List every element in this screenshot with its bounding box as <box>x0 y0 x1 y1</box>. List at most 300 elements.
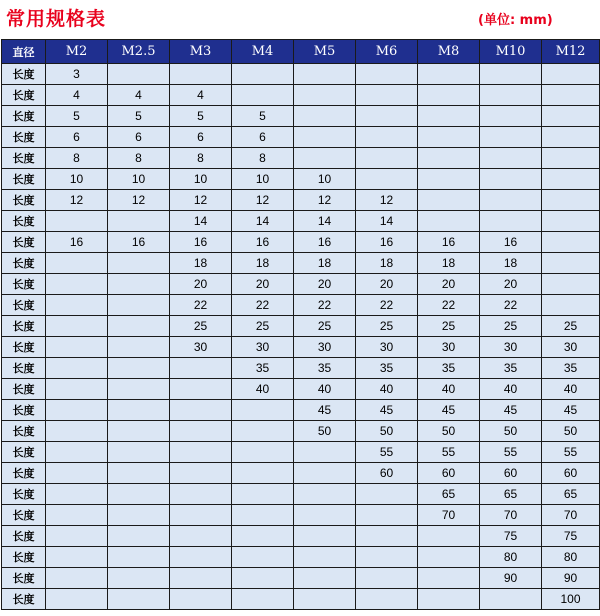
table-cell <box>170 589 232 610</box>
table-row <box>2 547 600 568</box>
table-cell <box>356 64 418 85</box>
table-cell: 16 <box>480 232 542 253</box>
table-cell: 30 <box>418 337 480 358</box>
table-cell <box>170 421 232 442</box>
table-cell: 5 <box>108 106 170 127</box>
table-cell: 20 <box>294 274 356 295</box>
row-label: 长度 <box>2 400 46 421</box>
table-cell <box>480 190 542 211</box>
table-cell <box>108 442 170 463</box>
table-cell <box>356 127 418 148</box>
table-cell <box>170 526 232 547</box>
table-cell <box>418 547 480 568</box>
table-cell <box>232 64 294 85</box>
table-cell <box>356 568 418 589</box>
table-cell <box>232 400 294 421</box>
table-cell: 18 <box>294 253 356 274</box>
table-cell <box>356 169 418 190</box>
table-cell <box>294 484 356 505</box>
table-row <box>2 274 600 295</box>
table-cell <box>356 547 418 568</box>
table-row <box>2 568 600 589</box>
table-cell <box>170 358 232 379</box>
table-cell: 30 <box>170 337 232 358</box>
table-cell <box>418 589 480 610</box>
spec-table <box>1 39 600 610</box>
table-cell <box>294 547 356 568</box>
table-cell: 35 <box>418 358 480 379</box>
table-cell <box>356 484 418 505</box>
table-cell <box>108 589 170 610</box>
table-cell <box>294 505 356 526</box>
row-label: 长度 <box>2 127 46 148</box>
table-cell: 25 <box>232 316 294 337</box>
table-cell: 40 <box>232 379 294 400</box>
column-header: M10 <box>480 40 542 64</box>
table-cell <box>294 589 356 610</box>
table-cell: 75 <box>542 526 600 547</box>
table-cell: 22 <box>356 295 418 316</box>
header-row <box>2 40 600 64</box>
table-row <box>2 358 600 379</box>
table-cell <box>418 169 480 190</box>
table-cell <box>418 85 480 106</box>
table-row <box>2 337 600 358</box>
table-cell <box>356 505 418 526</box>
table-cell <box>418 211 480 232</box>
table-cell: 16 <box>108 232 170 253</box>
table-cell <box>418 526 480 547</box>
table-cell <box>542 253 600 274</box>
table-cell: 45 <box>542 400 600 421</box>
table-cell <box>46 442 108 463</box>
table-cell <box>170 400 232 421</box>
table-cell <box>170 442 232 463</box>
table-cell <box>542 169 600 190</box>
table-cell <box>108 463 170 484</box>
table-cell <box>542 106 600 127</box>
table-cell: 100 <box>542 589 600 610</box>
table-cell <box>170 547 232 568</box>
table-row <box>2 190 600 211</box>
table-cell: 30 <box>294 337 356 358</box>
table-cell <box>108 337 170 358</box>
table-cell <box>46 337 108 358</box>
row-label: 长度 <box>2 211 46 232</box>
page-title: 常用规格表 <box>6 8 107 30</box>
table-cell <box>542 232 600 253</box>
table-cell: 60 <box>480 463 542 484</box>
table-cell <box>46 211 108 232</box>
table-cell: 16 <box>294 232 356 253</box>
table-row <box>2 442 600 463</box>
table-cell: 25 <box>418 316 480 337</box>
table-cell <box>480 169 542 190</box>
table-cell <box>46 316 108 337</box>
table-cell: 8 <box>232 148 294 169</box>
table-cell: 20 <box>356 274 418 295</box>
table-cell: 12 <box>294 190 356 211</box>
table-cell: 5 <box>46 106 108 127</box>
row-label: 长度 <box>2 505 46 526</box>
table-cell: 60 <box>356 463 418 484</box>
table-cell: 20 <box>232 274 294 295</box>
table-cell: 10 <box>170 169 232 190</box>
row-label: 长度 <box>2 316 46 337</box>
table-cell <box>418 148 480 169</box>
column-header: M4 <box>232 40 294 64</box>
table-cell <box>108 484 170 505</box>
table-cell <box>356 106 418 127</box>
table-cell <box>170 379 232 400</box>
table-cell: 90 <box>542 568 600 589</box>
table-cell <box>294 85 356 106</box>
table-cell: 75 <box>480 526 542 547</box>
column-header: M2.5 <box>108 40 170 64</box>
table-cell: 14 <box>170 211 232 232</box>
table-cell <box>46 253 108 274</box>
row-label: 长度 <box>2 442 46 463</box>
table-cell <box>170 505 232 526</box>
table-cell: 16 <box>356 232 418 253</box>
table-cell <box>46 295 108 316</box>
table-cell <box>108 358 170 379</box>
table-cell <box>542 211 600 232</box>
table-cell <box>170 64 232 85</box>
table-cell <box>542 148 600 169</box>
row-label: 长度 <box>2 85 46 106</box>
table-cell: 12 <box>232 190 294 211</box>
table-cell: 25 <box>542 316 600 337</box>
table-cell: 55 <box>418 442 480 463</box>
table-cell <box>232 85 294 106</box>
table-cell: 80 <box>542 547 600 568</box>
table-cell <box>108 64 170 85</box>
table-cell <box>418 106 480 127</box>
table-row <box>2 379 600 400</box>
table-cell <box>232 589 294 610</box>
table-cell: 35 <box>232 358 294 379</box>
row-label: 长度 <box>2 421 46 442</box>
table-row <box>2 589 600 610</box>
table-cell: 14 <box>294 211 356 232</box>
table-cell <box>108 526 170 547</box>
table-cell <box>232 463 294 484</box>
table-cell: 14 <box>356 211 418 232</box>
table-cell: 6 <box>170 127 232 148</box>
table-cell <box>542 295 600 316</box>
table-cell: 65 <box>480 484 542 505</box>
table-cell <box>542 274 600 295</box>
table-cell <box>108 274 170 295</box>
table-cell <box>356 85 418 106</box>
table-row <box>2 64 600 85</box>
row-label: 长度 <box>2 568 46 589</box>
table-cell: 40 <box>480 379 542 400</box>
table-cell: 70 <box>418 505 480 526</box>
table-cell: 40 <box>294 379 356 400</box>
table-cell: 50 <box>480 421 542 442</box>
table-cell <box>294 127 356 148</box>
column-header: M8 <box>418 40 480 64</box>
table-cell <box>418 64 480 85</box>
corner-header: 直径 <box>2 40 46 64</box>
table-cell <box>46 274 108 295</box>
table-cell <box>170 484 232 505</box>
table-cell: 10 <box>294 169 356 190</box>
table-cell: 3 <box>46 64 108 85</box>
row-label: 长度 <box>2 379 46 400</box>
table-row <box>2 526 600 547</box>
table-cell: 65 <box>418 484 480 505</box>
table-cell <box>108 421 170 442</box>
table-cell: 16 <box>170 232 232 253</box>
table-cell: 35 <box>542 358 600 379</box>
table-cell: 20 <box>418 274 480 295</box>
table-row <box>2 316 600 337</box>
table-cell: 65 <box>542 484 600 505</box>
row-label: 长度 <box>2 169 46 190</box>
table-cell <box>542 64 600 85</box>
table-cell <box>418 190 480 211</box>
table-cell <box>294 148 356 169</box>
table-cell <box>480 85 542 106</box>
table-cell <box>480 211 542 232</box>
table-cell <box>294 106 356 127</box>
table-cell: 45 <box>356 400 418 421</box>
table-cell <box>418 568 480 589</box>
row-label: 长度 <box>2 64 46 85</box>
table-cell: 35 <box>294 358 356 379</box>
table-cell: 10 <box>108 169 170 190</box>
table-cell <box>46 505 108 526</box>
table-cell: 50 <box>294 421 356 442</box>
table-row <box>2 127 600 148</box>
table-cell: 12 <box>170 190 232 211</box>
table-cell: 12 <box>356 190 418 211</box>
table-cell: 18 <box>170 253 232 274</box>
table-cell: 30 <box>356 337 418 358</box>
table-cell: 55 <box>542 442 600 463</box>
table-cell: 35 <box>356 358 418 379</box>
table-row <box>2 400 600 421</box>
column-header: M2 <box>46 40 108 64</box>
table-cell: 16 <box>232 232 294 253</box>
table-cell: 80 <box>480 547 542 568</box>
table-cell: 6 <box>232 127 294 148</box>
table-cell: 60 <box>542 463 600 484</box>
column-header: M12 <box>542 40 600 64</box>
table-cell: 20 <box>170 274 232 295</box>
table-cell: 8 <box>170 148 232 169</box>
table-cell: 10 <box>46 169 108 190</box>
table-cell <box>418 127 480 148</box>
table-cell: 5 <box>232 106 294 127</box>
column-header: M5 <box>294 40 356 64</box>
table-cell: 22 <box>232 295 294 316</box>
table-cell <box>46 526 108 547</box>
table-cell <box>294 463 356 484</box>
table-cell: 25 <box>356 316 418 337</box>
table-cell: 8 <box>108 148 170 169</box>
row-label: 长度 <box>2 106 46 127</box>
table-row <box>2 148 600 169</box>
row-label: 长度 <box>2 337 46 358</box>
table-cell <box>170 568 232 589</box>
table-row <box>2 211 600 232</box>
table-cell: 45 <box>294 400 356 421</box>
unit-label: (单位: mm) <box>478 13 553 28</box>
table-cell: 22 <box>418 295 480 316</box>
table-cell <box>108 379 170 400</box>
table-cell <box>46 463 108 484</box>
row-label: 长度 <box>2 274 46 295</box>
table-cell: 35 <box>480 358 542 379</box>
table-cell <box>356 526 418 547</box>
table-cell: 4 <box>46 85 108 106</box>
table-cell: 40 <box>418 379 480 400</box>
row-label: 长度 <box>2 526 46 547</box>
table-cell <box>542 85 600 106</box>
table-cell <box>232 526 294 547</box>
table-cell: 18 <box>480 253 542 274</box>
table-cell: 20 <box>480 274 542 295</box>
table-cell <box>356 589 418 610</box>
table-cell: 14 <box>232 211 294 232</box>
table-cell: 6 <box>46 127 108 148</box>
table-cell <box>46 547 108 568</box>
table-row <box>2 484 600 505</box>
table-cell: 25 <box>170 316 232 337</box>
table-cell: 16 <box>46 232 108 253</box>
row-label: 长度 <box>2 295 46 316</box>
table-cell: 50 <box>418 421 480 442</box>
table-cell <box>294 526 356 547</box>
column-header: M6 <box>356 40 418 64</box>
table-cell <box>294 64 356 85</box>
table-cell: 12 <box>108 190 170 211</box>
table-cell <box>108 253 170 274</box>
table-cell <box>108 547 170 568</box>
table-cell <box>356 148 418 169</box>
table-row <box>2 295 600 316</box>
table-cell: 25 <box>480 316 542 337</box>
row-label: 长度 <box>2 190 46 211</box>
table-cell: 10 <box>232 169 294 190</box>
table-cell <box>542 190 600 211</box>
table-cell: 22 <box>480 295 542 316</box>
table-cell: 25 <box>294 316 356 337</box>
table-cell: 45 <box>418 400 480 421</box>
table-cell <box>108 316 170 337</box>
table-row <box>2 421 600 442</box>
table-cell <box>108 505 170 526</box>
table-cell: 18 <box>232 253 294 274</box>
table-cell: 30 <box>480 337 542 358</box>
table-row <box>2 106 600 127</box>
table-cell: 4 <box>108 85 170 106</box>
table-cell <box>480 64 542 85</box>
table-row <box>2 169 600 190</box>
table-cell <box>232 505 294 526</box>
table-cell: 30 <box>542 337 600 358</box>
table-cell <box>108 211 170 232</box>
table-cell <box>108 295 170 316</box>
table-cell <box>480 127 542 148</box>
table-cell: 22 <box>170 295 232 316</box>
table-cell: 4 <box>170 85 232 106</box>
row-label: 长度 <box>2 232 46 253</box>
row-label: 长度 <box>2 253 46 274</box>
table-cell: 55 <box>480 442 542 463</box>
table-cell: 16 <box>418 232 480 253</box>
table-cell: 8 <box>46 148 108 169</box>
table-cell <box>232 442 294 463</box>
table-cell <box>480 106 542 127</box>
row-label: 长度 <box>2 148 46 169</box>
table-cell: 18 <box>356 253 418 274</box>
table-cell <box>46 379 108 400</box>
table-cell <box>480 589 542 610</box>
table-cell: 40 <box>542 379 600 400</box>
table-cell: 50 <box>542 421 600 442</box>
table-cell: 6 <box>108 127 170 148</box>
table-cell: 30 <box>232 337 294 358</box>
table-row <box>2 85 600 106</box>
table-cell <box>542 127 600 148</box>
table-cell <box>46 358 108 379</box>
table-cell: 60 <box>418 463 480 484</box>
table-cell: 5 <box>170 106 232 127</box>
table-cell <box>232 547 294 568</box>
table-cell <box>46 421 108 442</box>
row-label: 长度 <box>2 484 46 505</box>
table-cell: 55 <box>356 442 418 463</box>
table-cell <box>46 484 108 505</box>
table-cell <box>170 463 232 484</box>
table-cell: 70 <box>480 505 542 526</box>
column-header: M3 <box>170 40 232 64</box>
table-cell: 90 <box>480 568 542 589</box>
table-cell <box>46 589 108 610</box>
table-cell: 70 <box>542 505 600 526</box>
table-cell <box>108 568 170 589</box>
table-row <box>2 232 600 253</box>
table-cell <box>294 442 356 463</box>
table-cell: 50 <box>356 421 418 442</box>
table-cell <box>232 421 294 442</box>
row-label: 长度 <box>2 358 46 379</box>
table-body <box>2 64 600 610</box>
table-cell <box>480 148 542 169</box>
row-label: 长度 <box>2 589 46 610</box>
table-row <box>2 505 600 526</box>
table-cell <box>294 568 356 589</box>
table-cell: 45 <box>480 400 542 421</box>
table-cell <box>46 400 108 421</box>
table-cell <box>46 568 108 589</box>
table-cell <box>232 484 294 505</box>
table-cell: 18 <box>418 253 480 274</box>
row-label: 长度 <box>2 547 46 568</box>
table-row <box>2 463 600 484</box>
row-label: 长度 <box>2 463 46 484</box>
table-cell: 22 <box>294 295 356 316</box>
table-cell <box>108 400 170 421</box>
table-cell: 12 <box>46 190 108 211</box>
table-row <box>2 253 600 274</box>
table-cell: 40 <box>356 379 418 400</box>
